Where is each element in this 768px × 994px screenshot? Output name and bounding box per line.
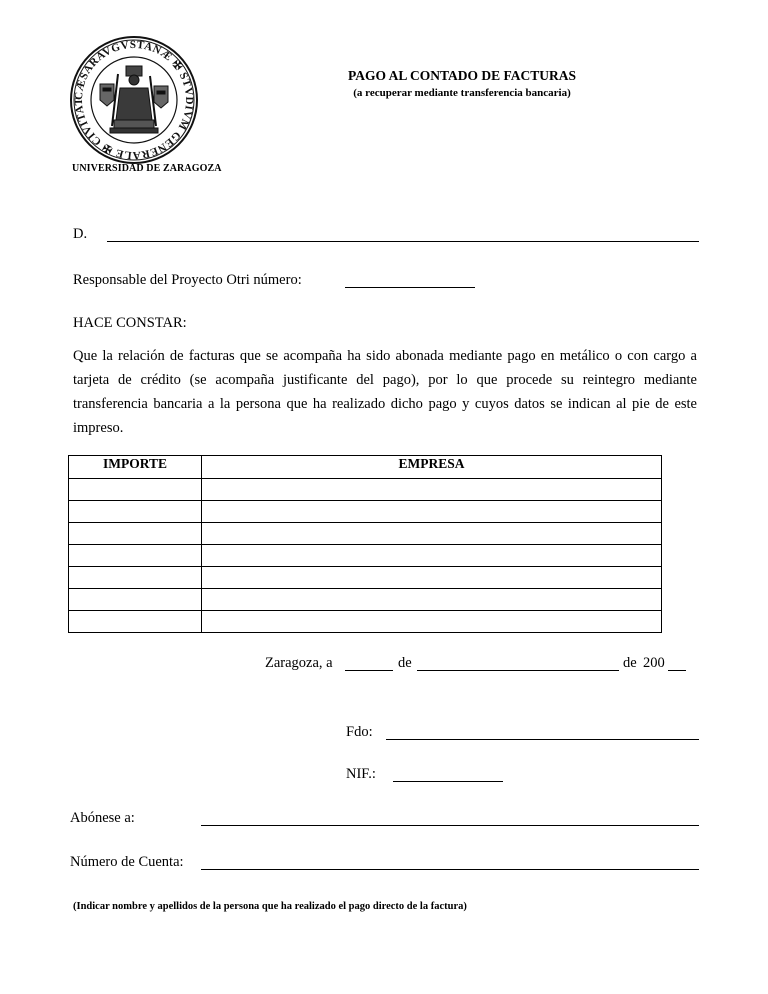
- importe-cell[interactable]: [69, 589, 202, 611]
- page-subtitle: (a recuperar mediante transferencia bancaria): [353, 87, 571, 99]
- abonese-label: Abónese a:: [70, 810, 135, 826]
- cuenta-field[interactable]: [201, 869, 699, 870]
- col-importe-header: IMPORTE: [69, 456, 202, 479]
- empresa-cell[interactable]: [202, 567, 662, 589]
- empresa-cell[interactable]: [202, 523, 662, 545]
- empresa-cell[interactable]: [202, 611, 662, 633]
- year-prefix: 200: [643, 655, 665, 671]
- importe-cell[interactable]: [69, 523, 202, 545]
- de-label-2: de: [623, 655, 637, 671]
- importe-cell[interactable]: [69, 479, 202, 501]
- table-row: [69, 479, 662, 501]
- importe-cell[interactable]: [69, 611, 202, 633]
- nif-field[interactable]: [393, 781, 503, 782]
- table-header-row: [69, 456, 662, 479]
- hace-constar-heading: HACE CONSTAR:: [73, 315, 187, 331]
- seal-text: CÆSARAVGVSTANÆ ✠ STVDIVM GENERALE ✠ CIVITAT: [72, 38, 196, 162]
- declaration-paragraph: Que la relación de facturas que se acompaña ha sido abonada mediante pago en metálico o con cargo a tarjeta de crédito (se acompaña justificante del pago), por lo que procede su reintegro mediante transferencia bancaria a la persona que ha realizado dicho pago y cuyos datos se indican al pie de este impreso.: [73, 348, 697, 436]
- abonese-field[interactable]: [201, 825, 699, 826]
- table-row: [69, 589, 662, 611]
- name-field[interactable]: [107, 241, 699, 242]
- project-label: Responsable del Proyecto Otri número:: [73, 272, 302, 288]
- table-row: [69, 545, 662, 567]
- empresa-cell[interactable]: [202, 501, 662, 523]
- col-empresa-header: EMPRESA: [202, 456, 662, 479]
- year-field[interactable]: [668, 670, 686, 671]
- empresa-cell[interactable]: [202, 545, 662, 567]
- page-title: PAGO AL CONTADO DE FACTURAS: [347, 68, 577, 83]
- invoice-table: [68, 455, 662, 633]
- project-number-field[interactable]: [345, 287, 475, 288]
- day-field[interactable]: [345, 670, 393, 671]
- importe-cell[interactable]: [69, 567, 202, 589]
- month-field[interactable]: [417, 670, 619, 671]
- signature-field[interactable]: [386, 739, 699, 740]
- table-row: [69, 611, 662, 633]
- table-row: [69, 567, 662, 589]
- importe-cell[interactable]: [69, 545, 202, 567]
- nif-label: NIF.:: [346, 766, 376, 782]
- table-row: [69, 523, 662, 545]
- de-label-1: de: [398, 655, 412, 671]
- footnote: (Indicar nombre y apellidos de la persona que ha realizado el pago directo de la factura): [73, 901, 467, 912]
- cuenta-label: Número de Cuenta:: [70, 854, 184, 870]
- zaragoza-label: Zaragoza, a: [265, 655, 333, 671]
- fdo-label: Fdo:: [346, 724, 373, 740]
- empresa-cell[interactable]: [202, 589, 662, 611]
- table-row: [69, 501, 662, 523]
- university-seal: [70, 36, 198, 164]
- empresa-cell[interactable]: [202, 479, 662, 501]
- d-label: D.: [73, 226, 88, 242]
- university-name: UNIVERSIDAD DE ZARAGOZA: [72, 163, 222, 174]
- importe-cell[interactable]: [69, 501, 202, 523]
